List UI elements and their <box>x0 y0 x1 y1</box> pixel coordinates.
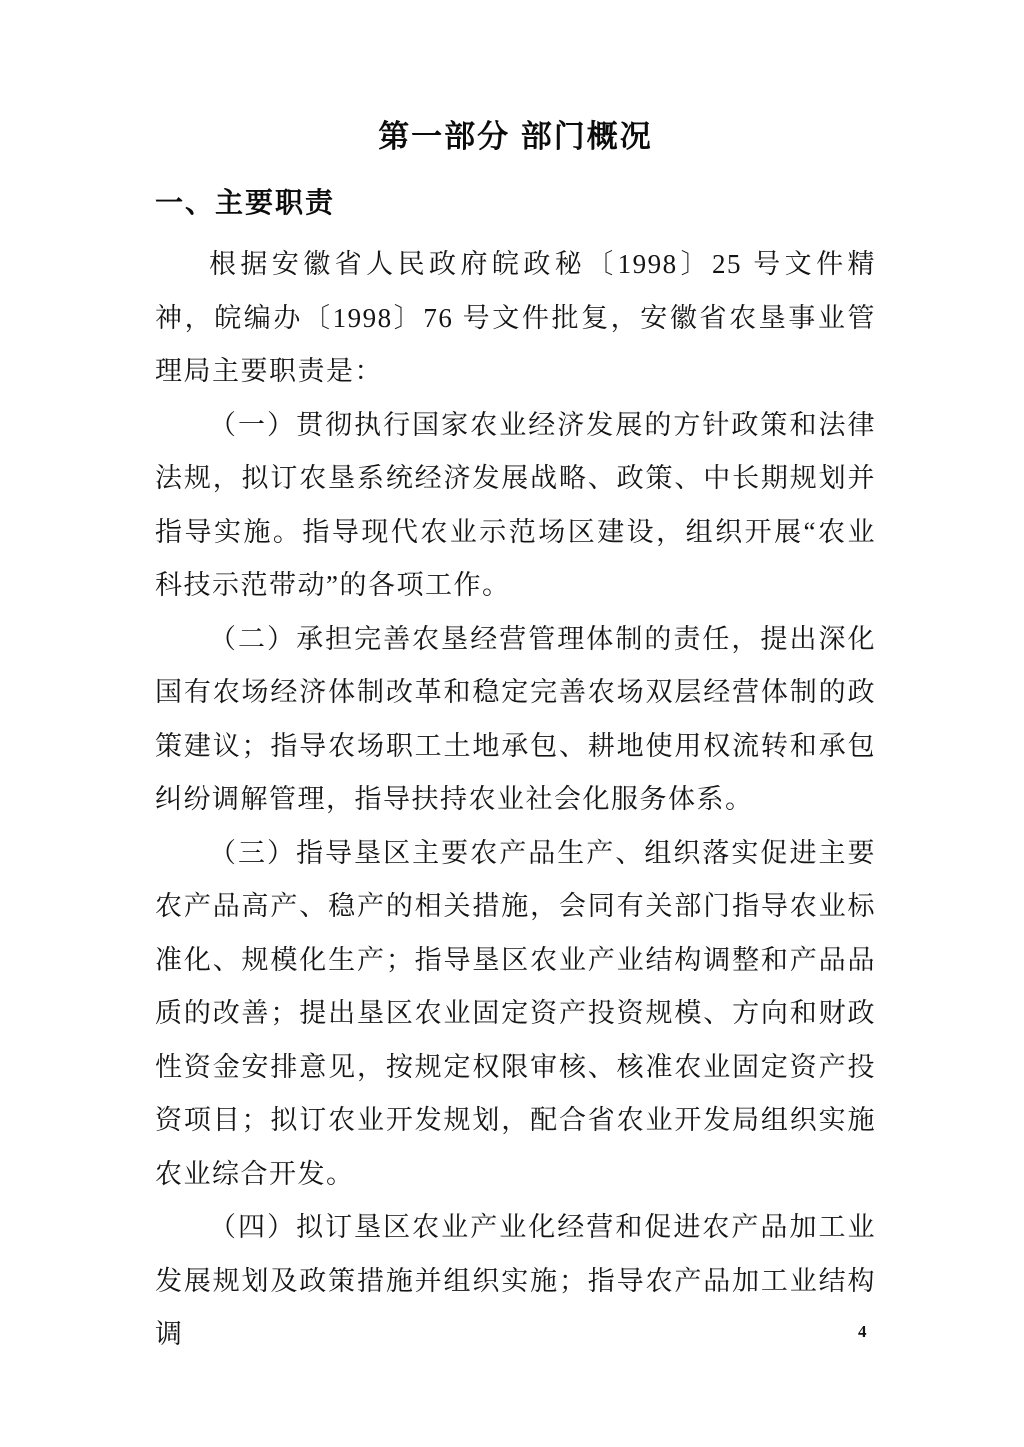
document-body <box>155 238 876 1362</box>
paragraph-duty-3: （三）指导垦区主要农产品生产、组织落实促进主要农产品高产、稳产的相关措施，会同有关部门指导农业标准化、规模化生产；指导垦区农业产业结构调整和产品品质的改善；提出垦区农业固定资产投资规模、方向和财政性资金安排意见，按规定权限审核、核准农业固定资产投资项目；拟订农业开发规划，配合省农业开发局组织实施农业综合开发。 <box>155 837 876 1189</box>
paragraph-intro: 根据安徽省人民政府皖政秘〔1998〕25 号文件精神，皖编办〔1998〕76 号文件批复，安徽省农垦事业管理局主要职责是： <box>155 249 876 386</box>
document-title: 第一部分 部门概况 <box>378 119 653 154</box>
paragraph-duty-4: （四）拟订垦区农业产业化经营和促进农产品加工业发展规划及政策措施并组织实施；指导农产品加工业结构调 <box>155 1212 876 1349</box>
page-number: 4 <box>858 1322 867 1341</box>
section-heading: 一、主要职责 <box>155 187 336 218</box>
paragraph-duty-2: （二）承担完善农垦经营管理体制的责任，提出深化国有农场经济体制改革和稳定完善农场双层经营体制的政策建议；指导农场职工土地承包、耕地使用权流转和承包纠纷调解管理，指导扶持农业社会化服务体系。 <box>155 623 876 814</box>
paragraph-duty-1: （一）贯彻执行国家农业经济发展的方针政策和法律法规，拟订农垦系统经济发展战略、政策、中长期规划并指导实施。指导现代农业示范场区建设，组织开展“农业科技示范带动”的各项工作。 <box>155 409 876 600</box>
